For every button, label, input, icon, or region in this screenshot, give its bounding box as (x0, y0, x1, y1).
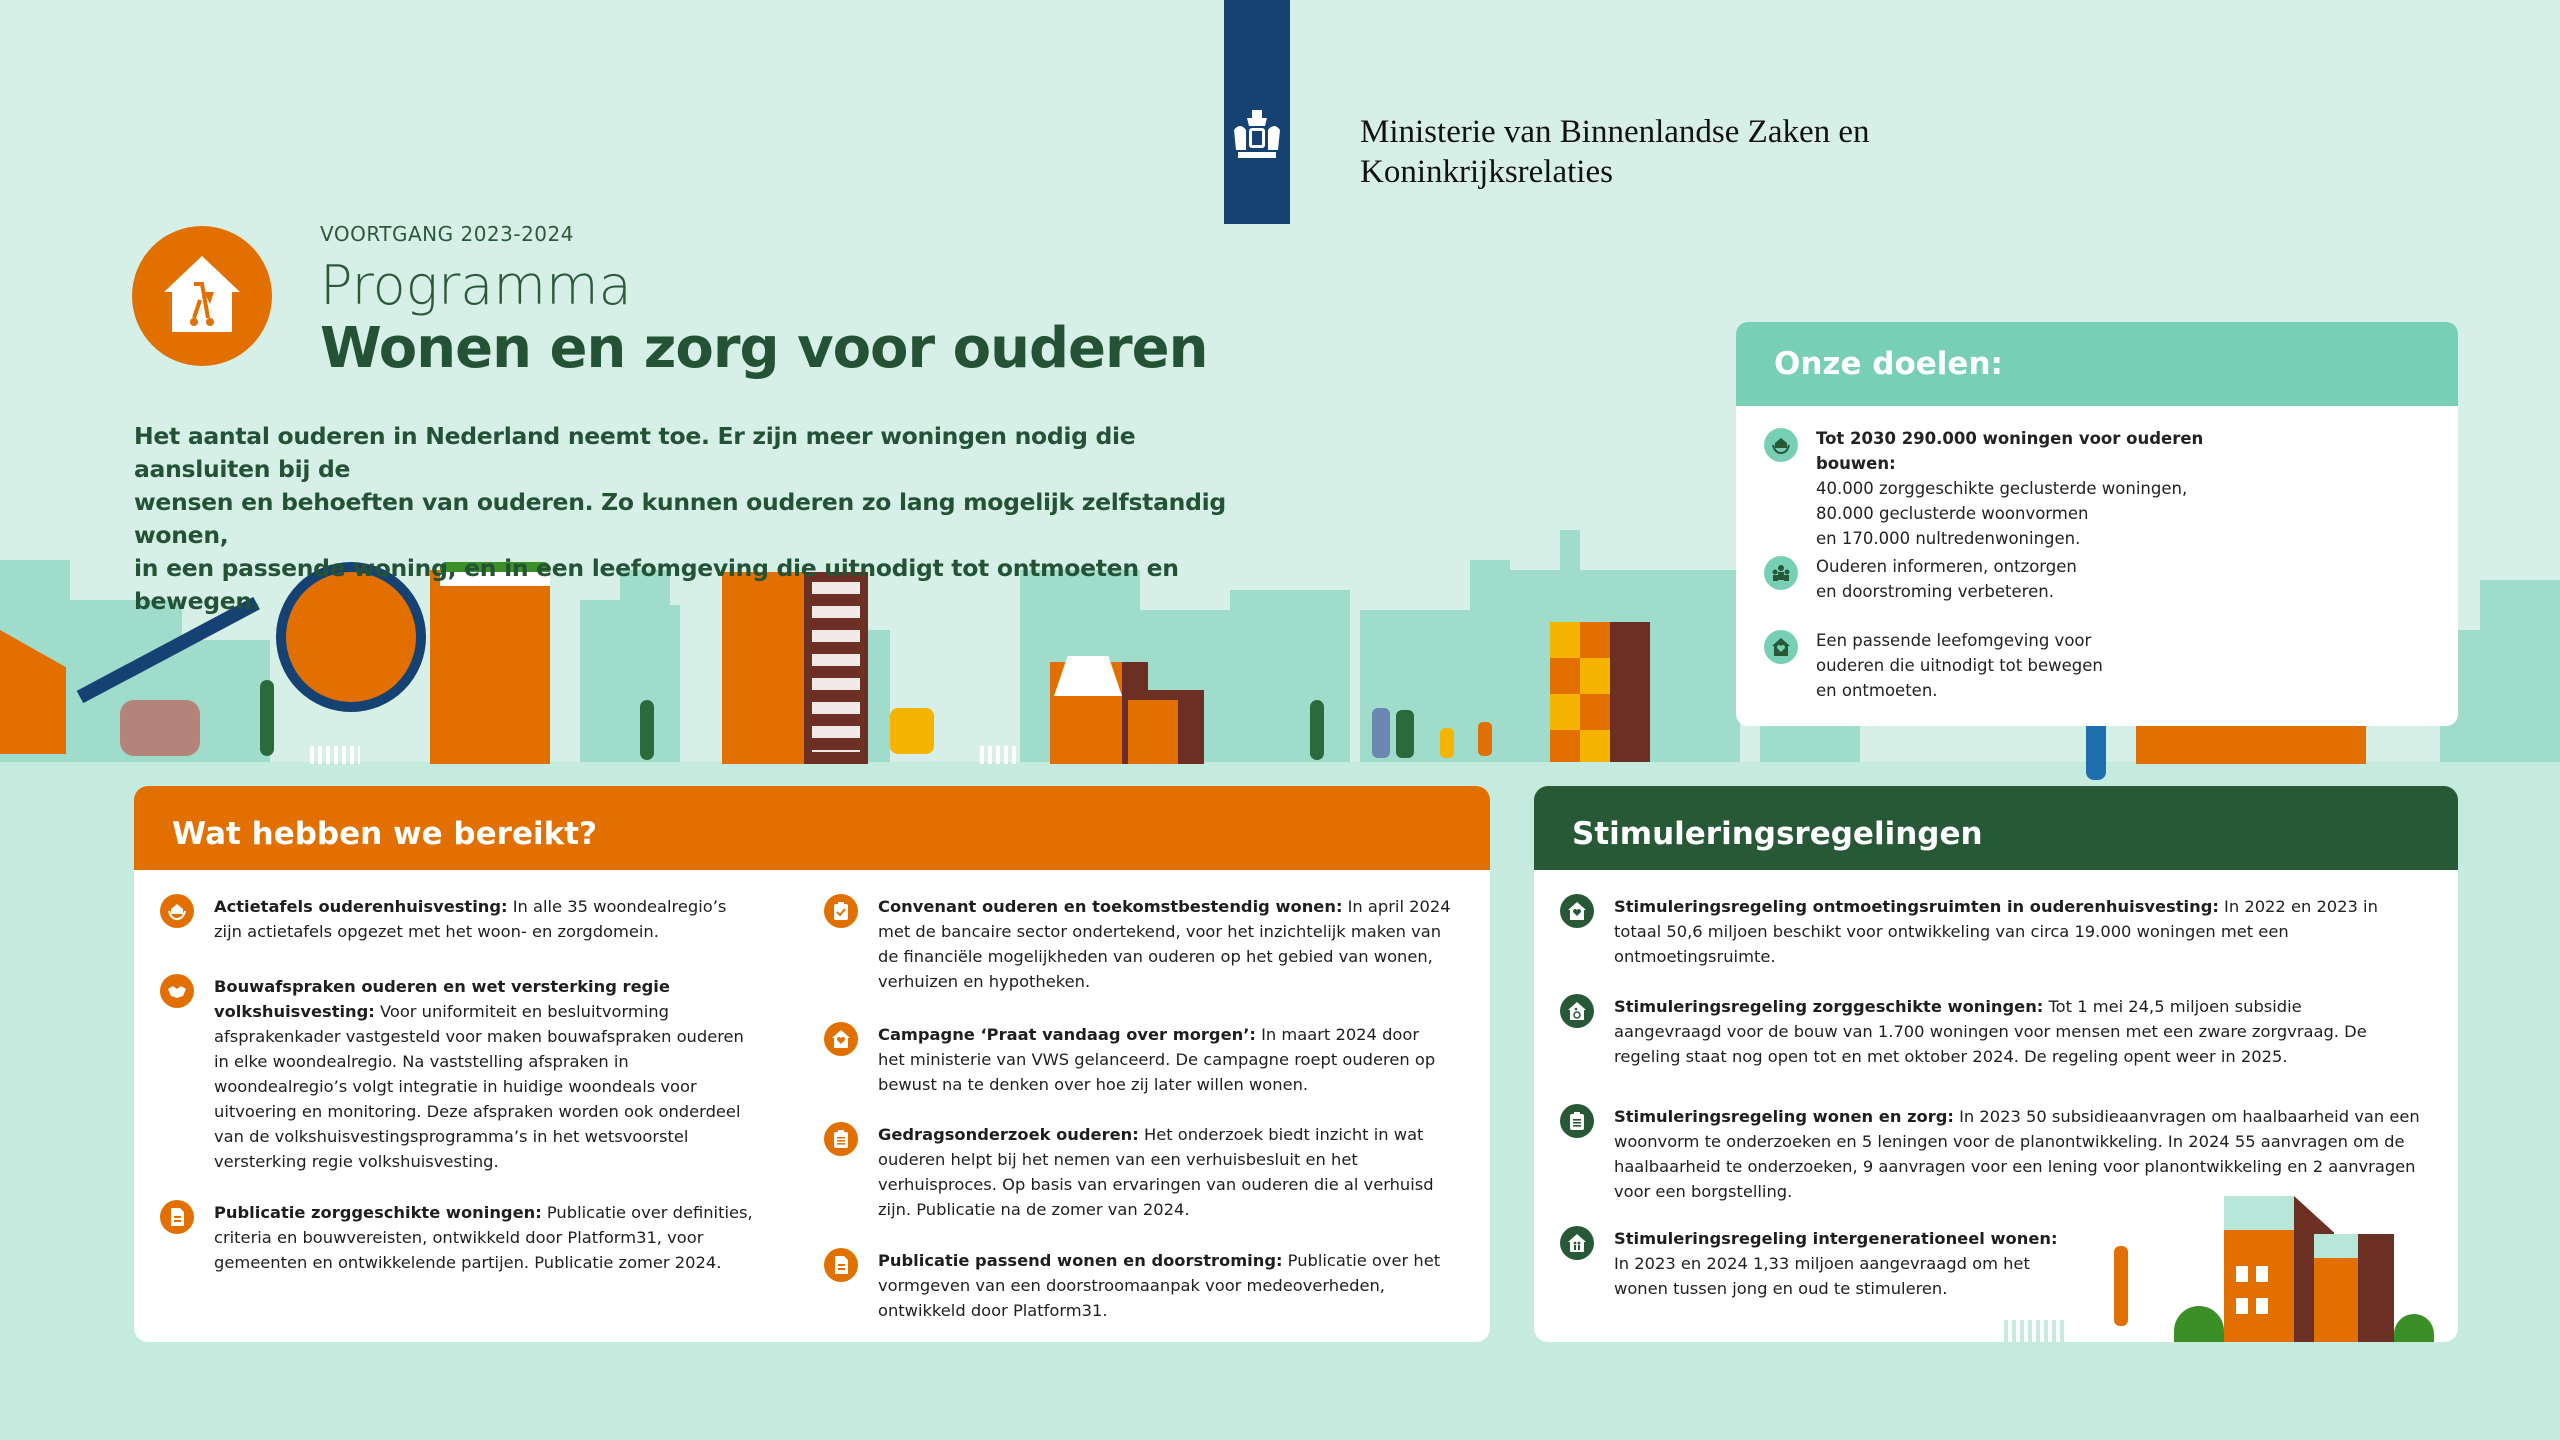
item-heading: Publicatie passend wonen en doorstroming: (878, 1251, 1283, 1270)
ministry-line-2: Koninkrijksrelaties (1360, 154, 1613, 190)
document-icon (160, 1200, 194, 1234)
stimulus-item (1560, 994, 2390, 1069)
item-text: wonen tussen jong en oud te stimuleren. (1614, 1279, 1948, 1298)
goals-card (1736, 322, 2458, 726)
intro-line: wensen en behoeften van ouderen. Zo kunnen ouderen zo lang mogelijk zelfstandig wonen, (134, 488, 1226, 549)
goal-line: en doorstroming verbeteren. (1816, 582, 2054, 601)
item-text: zijn actietafels opgezet met het woon- en zorgdomein. (214, 922, 659, 941)
goal-item (1764, 554, 2224, 604)
goal-item (1764, 628, 2224, 703)
stimulus-item (1560, 1104, 2420, 1204)
item-heading: Actietafels ouderenhuisvesting: (214, 897, 508, 916)
goal-line: en ontmoeten. (1816, 681, 1938, 700)
house-wheelchair-icon (1560, 994, 1594, 1028)
item-text: In 2023 en 2024 1,33 miljoen aangevraagd om het (1614, 1254, 2030, 1273)
item-text: In april 2024 met de bancaire sector ondertekend, voor het inzichtelijk maken van de financiële mogelijkheden van ouderen op het gebied van wonen, verhuizen en hypotheken. (878, 897, 1451, 991)
achieved-title: Wat hebben we bereikt? (134, 786, 1490, 870)
item-text: Tot 1 mei 24,5 miljoen subsidie aangevraagd voor de bouw van 1.700 woningen voor mensen met een zware zorgvraag. De regeling staat nog open tot en met oktober 2024. De regeling opent weer in 2025. (1614, 997, 2367, 1066)
page-title-light: Programma (320, 254, 632, 317)
item-text: Publicatie over definities, criteria en bouwvereisten, ontwikkeld door Platform31, voor gemeenten en ontwikkelende partijen. Publicatie zomer 2024. (214, 1203, 753, 1272)
stimulus-item (1560, 1226, 2080, 1301)
item-text: In alle 35 woondealregio’s (507, 897, 727, 916)
goals-title: Onze doelen: (1736, 322, 2458, 406)
program-icon (132, 226, 272, 366)
achieved-item (160, 1200, 760, 1275)
achieved-item (824, 1122, 1454, 1222)
ministry-name (1360, 112, 1870, 192)
goal-line: 80.000 geclusterde woonvormen (1816, 504, 2089, 523)
achieved-card (134, 786, 1490, 1342)
achieved-item (160, 974, 750, 1174)
item-text: In maart 2024 door het ministerie van VWS gelanceerd. De campagne roept ouderen op bewust na te denken over hoe zij later willen wonen. (878, 1025, 1436, 1094)
hands-house-icon (160, 894, 194, 928)
item-text: Publicatie over het vormgeven van een doorstroomaanpak voor medeoverheden, ontwikkeld door Platform31. (878, 1251, 1441, 1320)
stimulus-card (1534, 786, 2458, 1342)
government-logo-bar (1224, 0, 1290, 224)
handshake-icon (160, 974, 194, 1008)
progress-kicker: VOORTGANG 2023-2024 (320, 222, 574, 246)
goal-heading: Tot 2030 290.000 woningen voor ouderen bouwen: (1816, 429, 2204, 473)
item-heading: Publicatie zorggeschikte woningen: (214, 1203, 542, 1222)
intro-line: in een passende woning, en in een leefomgeving die uitnodigt tot ontmoeten en bewegen. (134, 554, 1179, 615)
item-text: In 2022 en 2023 in totaal 50,6 miljoen beschikt voor ontwikkeling van circa 19.000 woningen met een ontmoetingsruimte. (1614, 897, 2378, 966)
achieved-item (824, 1022, 1444, 1097)
people-group-icon (1764, 556, 1798, 590)
item-heading: Stimuleringsregeling zorggeschikte woningen: (1614, 997, 2044, 1016)
goal-line: Ouderen informeren, ontzorgen (1816, 557, 2077, 576)
house-rollator-icon (160, 252, 244, 338)
item-heading: Bouwafspraken ouderen en wet versterking regie volkshuisvesting: (214, 977, 670, 1021)
item-heading: Convenant ouderen en toekomstbestendig wonen: (878, 897, 1343, 916)
house-heart-icon (824, 1022, 858, 1056)
clipboard-list-icon (1560, 1104, 1594, 1138)
page-title: Wonen en zorg voor ouderen (320, 316, 1208, 381)
document-icon (824, 1248, 858, 1282)
item-heading: Campagne ‘Praat vandaag over morgen’: (878, 1025, 1256, 1044)
clipboard-check-icon (824, 894, 858, 928)
achieved-item (160, 894, 760, 944)
item-heading: Stimuleringsregeling wonen en zorg: (1614, 1107, 1954, 1126)
stimulus-item (1560, 894, 2380, 969)
goal-line: ouderen die uitnodigt tot bewegen (1816, 656, 2103, 675)
stimulus-title: Stimuleringsregelingen (1534, 786, 2458, 870)
intro-line: Het aantal ouderen in Nederland neemt toe. Er zijn meer woningen nodig die aansluiten bij de (134, 422, 1136, 483)
hands-house-icon (1764, 428, 1798, 462)
goal-item (1764, 426, 2224, 551)
goal-line: en 170.000 nultredenwoningen. (1816, 529, 2081, 548)
achieved-item (824, 1248, 1444, 1323)
ministry-line-1: Ministerie van Binnenlandse Zaken en (1360, 114, 1870, 150)
achieved-item (824, 894, 1454, 994)
item-heading: Gedragsonderzoek ouderen: (878, 1125, 1139, 1144)
item-heading: Stimuleringsregeling ontmoetingsruimten in ouderenhuisvesting: (1614, 897, 2219, 916)
house-heart-icon (1560, 894, 1594, 928)
item-heading: Stimuleringsregeling intergenerationeel wonen: (1614, 1229, 2058, 1248)
coat-of-arms-icon (1230, 108, 1284, 164)
intro-text (134, 420, 1234, 618)
item-text: Voor uniformiteit en besluitvorming afsprakenkader vastgesteld voor maken bouwafspraken ouderen in elke woondealregio. Na vaststelling afspraken in woondealregio’s volgt integratie in huidige woondeals voor uitvoering en monitoring. Deze afspraken worden ook onderdeel van de volkshuisvestingsprogramma’s in het wetsvoorstel versterking regie volkshuisvesting. (214, 1002, 744, 1171)
clipboard-list-icon (824, 1122, 858, 1156)
house-heart-icon (1764, 630, 1798, 664)
goal-line: 40.000 zorggeschikte geclusterde woningen, (1816, 479, 2188, 498)
house-family-icon (1560, 1226, 1594, 1260)
item-text: In 2023 50 subsidieaanvragen om haalbaarheid van een woonvorm te onderzoeken en 5 leningen voor de planontwikkeling. In 2024 55 aanvragen om de haalbaarheid te onderzoeken, 9 aanvragen voor een lening voor planontwikkeling en 2 aanvragen voor een borgstelling. (1614, 1107, 2420, 1201)
item-text: Het onderzoek biedt inzicht in wat ouderen helpt bij het nemen van een verhuisbesluit en het verhuisproces. Op basis van ervaringen van ouderen die al verhuisd zijn. Publicatie na de zomer van 2024. (878, 1125, 1434, 1219)
goal-line: Een passende leefomgeving voor (1816, 631, 2092, 650)
